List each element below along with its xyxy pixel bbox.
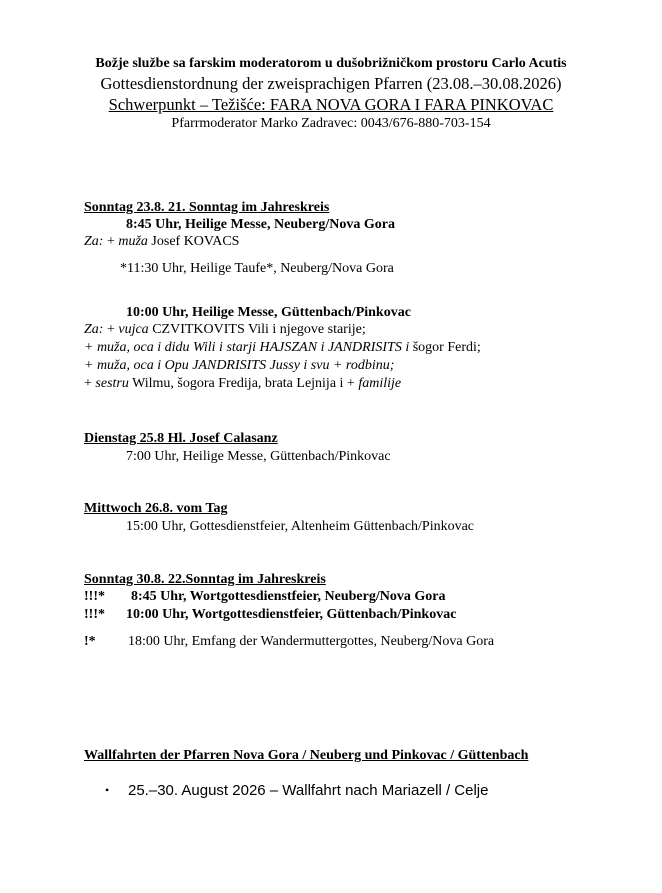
sunday1-baptism: *11:30 Uhr, Heilige Taufe*, Neuberg/Nova Gora: [120, 261, 394, 276]
bullet-icon: •: [105, 783, 110, 797]
sunday1-intention-2: [84, 340, 481, 356]
intent-word: muža: [118, 234, 148, 249]
sunday2-mark-1: !!!*: [84, 589, 105, 604]
sunday2-service-1: 8:45 Uhr, Wortgottesdienstfeier, Neuberg/Nova Gora: [131, 589, 446, 604]
intent-rest: šogor Ferdi;: [409, 340, 481, 355]
intent-rest: CZVITKOVITS Vili i njegove starije;: [148, 322, 366, 337]
intent-prefix: Za:: [84, 322, 104, 337]
sunday2-mark-3: !*: [84, 634, 96, 649]
intent-plus: +: [103, 234, 119, 249]
sunday2-mark-2: !!!*: [84, 607, 105, 622]
intent-end: familije: [358, 376, 402, 391]
intent-prefix: Za:: [84, 234, 104, 249]
intent-plus: +: [103, 322, 119, 337]
sunday2-reception: 18:00 Uhr, Emfang der Wandermuttergottes, Neuberg/Nova Gora: [128, 634, 495, 649]
intent-mid: Wilmu, šogora Fredija, brata Lejnija i +: [128, 376, 359, 391]
sunday2-service-2: 10:00 Uhr, Wortgottesdienstfeier, Güttenbach/Pinkovac: [126, 607, 457, 622]
intent-rest: Josef KOVACS: [147, 234, 240, 249]
intent-word: sestru: [95, 376, 129, 391]
sunday1-heading: Sonntag 23.8. 21. Sonntag im Jahreskreis: [84, 200, 330, 215]
sunday1-mass2: 10:00 Uhr, Heilige Messe, Güttenbach/Pinkovac: [126, 305, 411, 320]
sunday1-intention-3: + muža, oca i Opu JANDRISITS Jussy i svu + rodbinu;: [84, 358, 395, 373]
sunday2-heading: Sonntag 30.8. 22.Sonntag im Jahreskreis: [84, 572, 326, 587]
pilgrimages-heading: Wallfahrten der Pfarren Nova Gora / Neuberg und Pinkovac / Güttenbach: [84, 748, 529, 763]
header-title: Božje službe sa farskim moderatorom u dušobrižničkom prostoru Carlo Acutis: [95, 56, 567, 71]
intent-text: + muža, oca i didu Wili i starji HAJSZAN i JANDRISITS i: [84, 340, 410, 355]
sunday1-intention-4: [84, 376, 401, 392]
intent-word: vujca: [118, 322, 149, 337]
wednesday-service: 15:00 Uhr, Gottesdienstfeier, Altenheim Güttenbach/Pinkovac: [126, 519, 475, 534]
tuesday-mass: 7:00 Uhr, Heilige Messe, Güttenbach/Pinkovac: [126, 449, 391, 464]
header-subtitle: Gottesdienstordnung der zweisprachigen Pfarren (23.08.–30.08.2026): [100, 74, 562, 93]
sunday1-mass1: 8:45 Uhr, Heilige Messe, Neuberg/Nova Gora: [126, 217, 395, 232]
sunday1-intention-1: [84, 322, 366, 338]
intent-plus: +: [84, 376, 96, 391]
tuesday-heading: Dienstag 25.8 Hl. Josef Calasanz: [84, 431, 278, 446]
header-focus: Schwerpunkt – Težišće: FARA NOVA GORA I FARA PINKOVAC: [108, 95, 554, 114]
wednesday-heading: Mittwoch 26.8. vom Tag: [84, 501, 228, 516]
sunday1-mass1-intention: [84, 234, 239, 250]
header-contact: Pfarrmoderator Marko Zadravec: 0043/676-880-703-154: [171, 116, 491, 131]
pilgrimage-item: 25.–30. August 2026 – Wallfahrt nach Mariazell / Celje: [128, 782, 489, 799]
